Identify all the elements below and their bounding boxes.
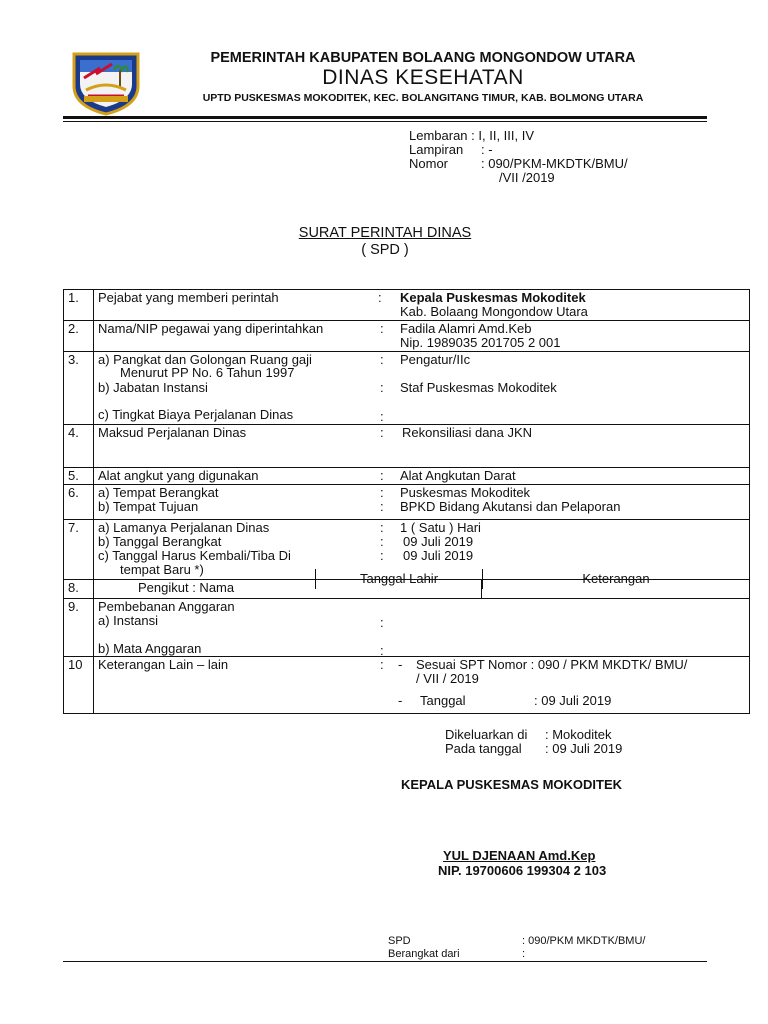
row-content [94,599,750,657]
title-main: SURAT PERINTAH DINAS [298,225,472,241]
row-value-a: Pengatur/IIc [400,352,471,367]
signatory-nip: NIP. 19700606 199304 2 103 [438,863,607,878]
row-label: Maksud Perjalanan Dinas [98,425,247,440]
table-row [64,352,750,425]
row-value-a: Puskesmas Mokoditek [400,485,531,500]
row-label-b: b) Tanggal Berangkat [98,534,222,549]
lampiran-value: : - [481,142,493,157]
row-colon: : [380,499,384,514]
signatory-position: KEPALA PUSKESMAS MOKODITEK [401,777,623,792]
row-label-b: b) Jabatan Instansi [98,380,208,395]
row-label-a: a) Tempat Berangkat [98,485,219,500]
row-label: Pejabat yang memberi perintah [98,290,279,305]
row-label-b: b) Tempat Tujuan [98,499,199,514]
row-content [94,425,750,468]
row-number: 6. [64,485,94,520]
lampiran-label: Lampiran [409,142,464,157]
footer-spd-line [388,935,645,948]
signatory-name: YUL DJENAAN Amd.Kep [443,848,596,863]
row-label-a-2: Menurut PP No. 6 Tahun 1997 [120,365,295,380]
unit-address: UPTD PUSKESMAS MOKODITEK, KEC. BOLANGITANG TIMUR, KAB. BOLMONG UTARA [202,92,644,104]
row-content [94,657,750,714]
issued-date-label: Pada tanggal [445,741,522,756]
row-dash: - [398,657,403,672]
department-title: DINAS KESEHATAN [322,66,524,89]
row-value: Sesuai SPT Nomor : 090 / PKM MKDTK/ BMU/ [416,657,688,672]
issued-date-value: : 09 Juli 2019 [545,741,623,756]
footer-berangkat-value: : [522,948,526,960]
issued-date-line [445,742,622,756]
row-value-b: BPKD Bidang Akutansi dan Pelaporan [400,499,621,514]
row-colon: : [378,290,382,305]
row-colon: : [380,643,384,658]
row-colon: : [380,485,384,500]
row-content [94,290,750,321]
row-number: 2. [64,321,94,352]
table-row [64,425,750,468]
row-label: Keterangan Lain – lain [98,657,229,672]
footer-rule [63,961,707,962]
row-content [94,352,750,425]
footer-spd-label: SPD [388,935,411,947]
row-label-b: b) Mata Anggaran [98,641,202,656]
row-colon: : [380,468,384,483]
row-value-2: Kab. Bolaang Mongondow Utara [400,304,588,319]
lembaran-label: Lembaran : [409,128,475,143]
table-row [64,657,750,714]
regency-logo [70,50,142,116]
row-value-2: / VII / 2019 [416,671,479,686]
row-colon: : [380,380,384,395]
row-colon: : [380,520,384,535]
row-value: Alat Angkutan Darat [400,468,516,483]
row-label-c: c) Tanggal Harus Kembali/Tiba Di [98,548,291,563]
nomor-label: Nomor [409,156,449,171]
table-row [64,321,750,352]
row-colon: : [380,534,384,549]
table-row [64,290,750,321]
table-row [64,599,750,657]
nomor-value-2: /VII /2019 [499,170,555,185]
row-label-c-2: tempat Baru *) [120,562,204,577]
row-number: 3. [64,352,94,425]
row-colon: : [380,657,384,672]
issued-place-value: : Mokoditek [545,727,612,742]
row-value-b: Staf Puskesmas Mokoditek [400,380,557,395]
row-content [94,321,750,352]
row-dash-2: - [398,693,403,708]
row-label: Nama/NIP pegawai yang diperintahkan [98,321,324,336]
row-number: 4. [64,425,94,468]
nomor-value: : 090/PKM-MKDTK/BMU/ [481,156,628,171]
row-value-b: 09 Juli 2019 [403,534,474,549]
issued-place-line [445,728,622,742]
pengikut-name-label: Pengikut : Nama [138,580,235,595]
row-number: 9. [64,599,94,657]
table-row [64,485,750,520]
row-value: Rekonsiliasi dana JKN [402,425,533,440]
spd-table [63,289,750,714]
row8-keterangan: Keterangan [582,571,650,586]
row-value-a: 1 ( Satu ) Hari [400,520,481,535]
row-colon: : [380,409,384,424]
document-meta [409,129,709,185]
row-number: 7. [64,520,94,580]
lampiran-line [409,143,709,157]
row-colon: : [380,425,384,440]
footer-berangkat-line [388,948,645,961]
row-value: Fadila Alamri Amd.Keb [400,321,532,336]
document-title [200,225,570,259]
row-number: 5. [64,468,94,485]
footer-spd-value: : 090/PKM MKDTK/BMU/ [522,935,646,947]
header-rule-thin [63,121,707,122]
row-label-a: a) Pangkat dan Golongan Ruang gaji [98,352,312,367]
header-rule-thick [63,116,707,119]
nomor-line [409,157,709,171]
row-content [94,485,750,520]
government-header: PEMERINTAH KABUPATEN BOLAANG MONGONDOW UTARA [210,50,636,66]
row-colon: : [380,321,384,336]
lembaran-value: I, II, III, IV [478,128,535,143]
lembaran-line [409,129,709,143]
row-label-a: a) Lamanya Perjalanan Dinas [98,520,270,535]
row-number: 8. [64,580,94,599]
row-value-3-label: Tanggal [420,693,466,708]
row-content [94,468,750,485]
row-number: 10 [64,657,94,714]
issued-block [445,728,622,756]
row-colon: : [380,548,384,563]
row-value-c: 09 Juli 2019 [403,548,474,563]
row-label-a: a) Instansi [98,613,158,628]
issued-place-label: Dikeluarkan di [445,727,528,742]
nomor-line-2 [409,171,709,185]
title-sub: ( SPD ) [361,242,409,258]
row-value-3: : 09 Juli 2019 [534,693,612,708]
row-label: Alat angkut yang digunakan [98,468,259,483]
row-value-2: Nip. 1989035 201705 2 001 [400,335,561,350]
footer-block [388,935,645,961]
row-value: Kepala Puskesmas Mokoditek [400,290,586,305]
table-row [64,468,750,485]
row-number: 1. [64,290,94,321]
row-colon: : [380,615,384,630]
footer-berangkat-label: Berangkat dari [388,948,460,960]
row-colon: : [380,352,384,367]
row-label: Pembebanan Anggaran [98,599,235,614]
birthdate-header: Tanggal Lahir [359,571,439,586]
row-label-c: c) Tingkat Biaya Perjalanan Dinas [98,407,294,422]
